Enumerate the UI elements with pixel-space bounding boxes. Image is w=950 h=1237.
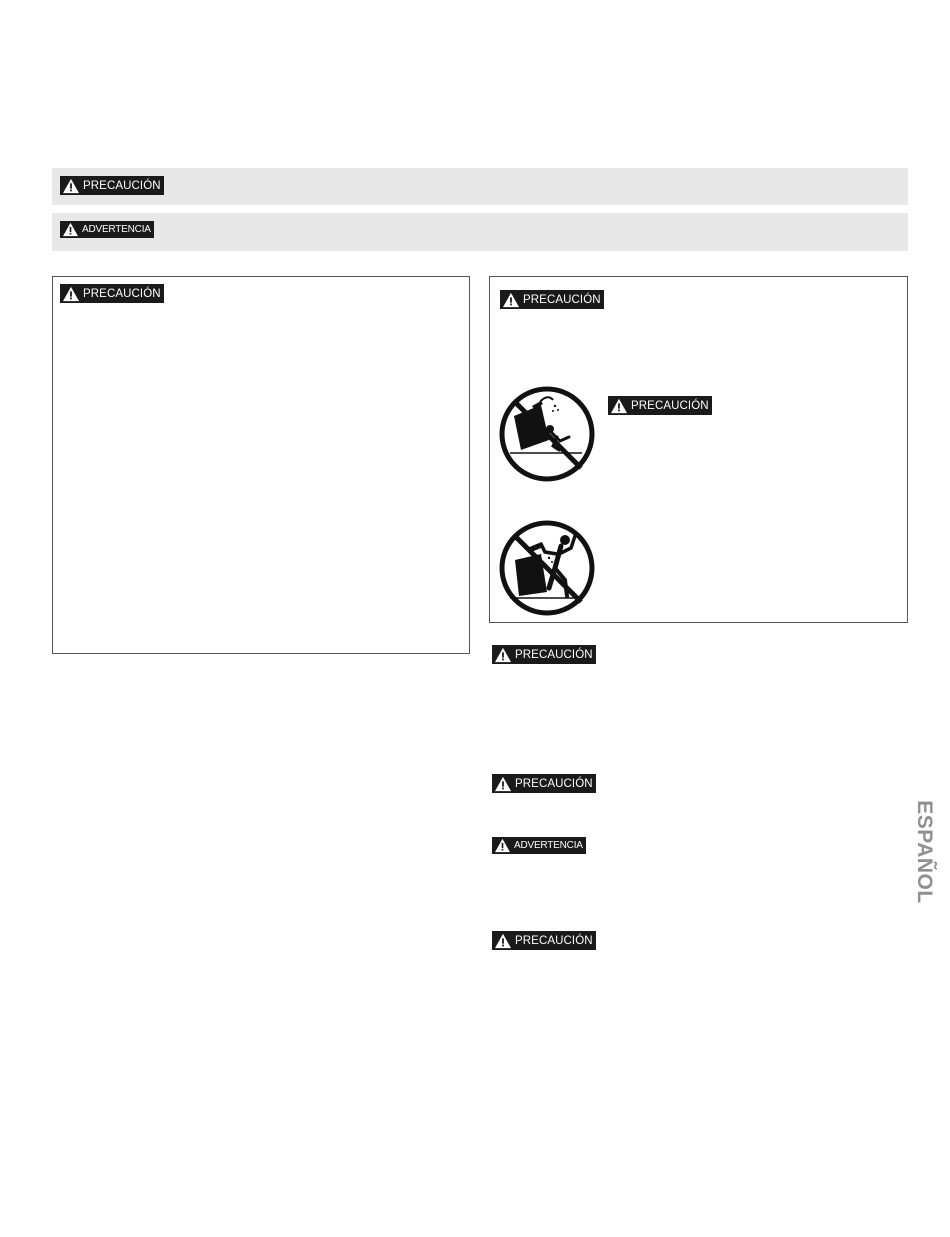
precaucion-label: PRECAUCIÓN bbox=[515, 777, 593, 790]
precaucion-label: PRECAUCIÓN bbox=[515, 648, 593, 661]
warning-triangle-icon bbox=[62, 178, 80, 194]
precaucion-badge bbox=[608, 396, 712, 415]
precaucion-label: PRECAUCIÓN bbox=[515, 934, 593, 947]
precaucion-label: PRECAUCIÓN bbox=[83, 179, 161, 192]
warning-triangle-icon bbox=[494, 776, 512, 792]
precaucion-label: PRECAUCIÓN bbox=[83, 287, 161, 300]
tip-over-child-prohibited-icon bbox=[497, 384, 597, 484]
warning-triangle-icon bbox=[610, 398, 628, 414]
precaucion-badge bbox=[60, 176, 164, 195]
precaucion-badge bbox=[60, 284, 164, 303]
advertencia-label: ADVERTENCIA bbox=[82, 224, 151, 235]
precaucion-badge bbox=[492, 645, 596, 664]
language-tab-label: ESPAÑOL bbox=[913, 800, 936, 904]
precaucion-badge bbox=[492, 931, 596, 950]
advertencia-badge bbox=[60, 221, 154, 238]
caution-band-top bbox=[52, 168, 908, 205]
warning-triangle-icon bbox=[494, 647, 512, 663]
caution-box-left bbox=[52, 276, 470, 654]
tip-over-adult-prohibited-icon bbox=[497, 518, 597, 618]
warning-triangle-icon bbox=[494, 838, 511, 853]
advertencia-badge bbox=[492, 837, 586, 854]
advertencia-label: ADVERTENCIA bbox=[514, 840, 583, 851]
language-tab bbox=[912, 792, 936, 912]
precaucion-badge bbox=[500, 290, 604, 309]
precaucion-label: PRECAUCIÓN bbox=[523, 293, 601, 306]
warning-triangle-icon bbox=[62, 286, 80, 302]
warning-triangle-icon bbox=[62, 222, 79, 237]
precaucion-badge bbox=[492, 774, 596, 793]
precaucion-label: PRECAUCIÓN bbox=[631, 399, 709, 412]
warning-band-top bbox=[52, 213, 908, 251]
warning-triangle-icon bbox=[502, 292, 520, 308]
warning-triangle-icon bbox=[494, 933, 512, 949]
